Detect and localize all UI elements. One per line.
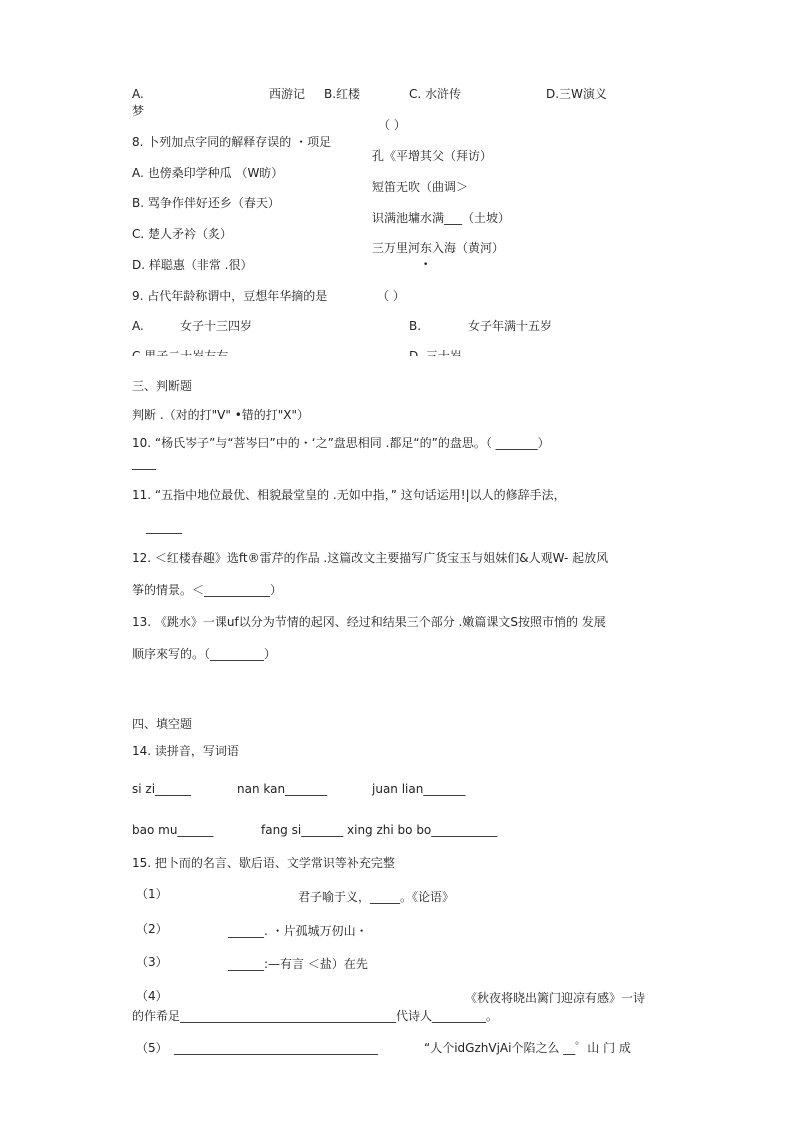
q7-option-a-wrap: 梦 — [132, 104, 145, 118]
q13-line-2: 顺序來写的。（_________） — [132, 647, 277, 661]
q8-answer-paren: （ ） — [378, 118, 406, 132]
q14-stem: 14. 读拼音，写词语 — [132, 744, 239, 758]
page-cut-mask — [120, 356, 680, 368]
q9-stem: 9. 占代年龄称谓中，豆想年华摘的是 — [132, 289, 328, 303]
q15-item-4-line-2: 的作希足____________________________________代诗人_________。 — [132, 1009, 499, 1023]
q14-pinyin-juan-lian: juan lian_______ — [372, 782, 466, 796]
q9-answer-paren: （ ） — [377, 289, 405, 303]
q8-option-a-right: 孔《平增其父（拜访） — [372, 149, 493, 163]
q15-item-2-number: （2） — [136, 922, 168, 936]
q12-line-1: 12. ＜红楼春趣》选ft®雷芹的作品 .这篇改文主要描写广货宝玉与姐妹们&人观W- 起放风 — [132, 551, 609, 565]
q10-answer-blank: ____ — [132, 456, 156, 470]
q9-option-b-label: B. — [409, 319, 422, 333]
q9-option-a-label: A. — [132, 319, 144, 333]
q8-option-b: B. 骂争作伴好还乡（春天） — [132, 196, 280, 210]
q8-option-d: D. 样聪惠（非常 .很） — [132, 258, 253, 272]
q9-option-b-text: 女子年满十五岁 — [468, 319, 553, 333]
q14-pinyin-bao-mu: bao mu______ — [132, 823, 214, 837]
q15-item-2-text: ______. ・片孤城万仞山・ — [228, 924, 368, 938]
q15-item-3-number: （3） — [136, 955, 168, 969]
q8-option-d-right: 三万里河东入海（黄河） — [372, 241, 505, 255]
q15-item-5-number: （5） — [136, 1041, 168, 1055]
q8-option-c-right: 识满池墉水满___（土坡） — [372, 211, 511, 225]
emphasis-dot: • — [423, 260, 429, 270]
q8-option-a: A. 也傍桑印学种瓜 （W昉） — [132, 166, 284, 180]
q12-line-2: 筝的情景。＜___________） — [132, 583, 283, 597]
q15-item-3-text: ______:—有言 ＜盐）在先 — [228, 957, 368, 971]
q14-pinyin-si-zi: si zi______ — [132, 782, 192, 796]
q8-option-c: C. 楚人矛衿（炙） — [132, 227, 233, 241]
q15-item-4-number: （4） — [136, 989, 168, 1003]
q13-line-1: 13. 《跳水》一课uf以分为节情的起冈、经过和结果三个部分 .嫩篇课文S按照市悄的 发展 — [132, 615, 606, 629]
q15-item-1-text: 君子喻于义，_____。《论语》 — [298, 890, 455, 904]
q7-option-a-label: A. — [132, 87, 144, 101]
section-3-instruction: 判断 .（对的打"V" •错的打"X"） — [132, 408, 310, 422]
q9-option-a-text: 女子十三四岁 — [180, 319, 253, 333]
q14-pinyin-nan-kan: nan kan_______ — [237, 782, 328, 796]
section-4-title: 四、填空题 — [132, 717, 193, 731]
q15-item-1-number: （1） — [136, 887, 168, 901]
q7-option-a-text: 西游记 — [269, 87, 306, 101]
q15-item-5-text: “人个idGzhVjAi个陷之么 __゜山 门 成 — [424, 1041, 631, 1055]
q11-answer-blank: ______ — [146, 520, 182, 534]
q15-item-4-text: 《秋夜将晓出篱门迎凉有感》一诗 — [465, 991, 646, 1005]
q8-stem: 8. 卜列加点字同的解释存误的 ・项足 — [132, 135, 332, 149]
q11-text: 11. “五指中地位最优、相貌最堂皇的 .无如中指，” 这句话运用!|以人的修辞手法， — [132, 488, 566, 502]
q10-text: 10. “杨氏岑子”与“菩岑曰”中的・‘之”盘思相同 .都足“的”的盘思。（ _______） — [132, 436, 550, 450]
q7-option-b: B.红楼 — [324, 87, 361, 101]
q7-option-d: D.三W演义 — [546, 87, 607, 101]
q15-item-5-blank: __________________________________ — [174, 1041, 378, 1055]
q8-option-b-right: 短笛无吹（曲调＞ — [372, 180, 469, 194]
q15-stem: 15. 把卜而的名言、歇后语、文学常识等补充完整 — [132, 856, 395, 870]
q14-pinyin-fang-si-xing-zhi-bo-bo: fang si_______ xing zhi bo bo___________ — [261, 823, 498, 837]
q7-option-c: C. 水浒传 — [409, 87, 462, 101]
section-3-title: 三、判断题 — [132, 379, 193, 393]
